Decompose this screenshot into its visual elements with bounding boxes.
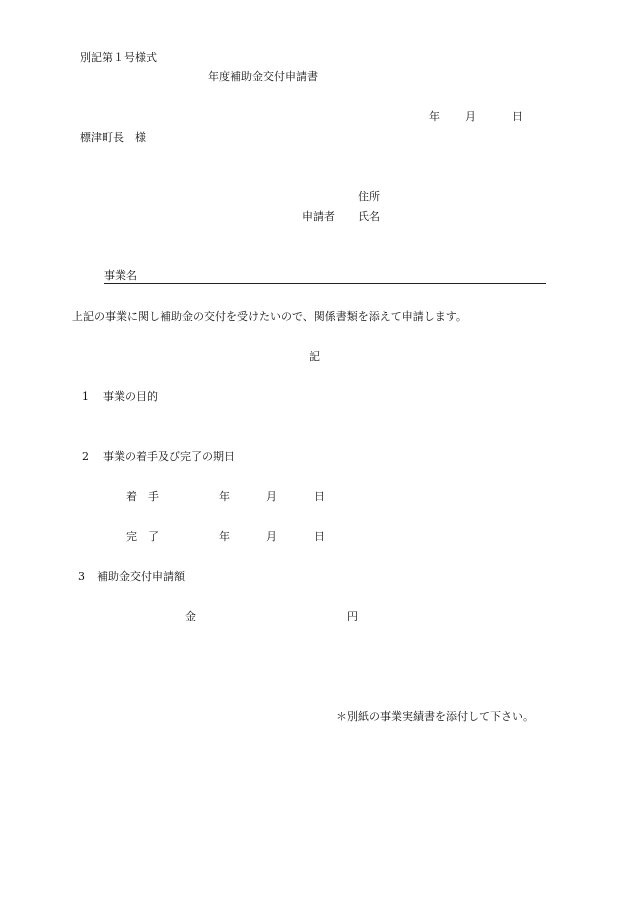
amount-unit: 円 (347, 610, 358, 623)
footnote: ＊別紙の事業実績書を添付して下さい。 (336, 710, 534, 723)
amount-prefix: 金 (185, 610, 196, 623)
item-1-number: 1 (82, 390, 89, 403)
item-1-label: 事業の目的 (103, 390, 158, 403)
form-title: 年度補助金交付申請書 (208, 70, 318, 83)
applicant-name-label: 氏名 (358, 210, 380, 223)
form-number-label: 別記第１号様式 (80, 51, 157, 64)
start-label: 着 手 (126, 490, 159, 503)
start-day-label: 日 (314, 490, 325, 503)
project-name-line (104, 283, 546, 284)
end-label: 完 了 (126, 530, 159, 543)
date-day-label: 日 (512, 110, 523, 123)
item-3-number: 3 (78, 570, 85, 583)
date-year-label: 年 (429, 110, 440, 123)
item-2-label: 事業の着手及び完了の期日 (103, 450, 235, 463)
end-day-label: 日 (314, 530, 325, 543)
end-month-label: 月 (266, 530, 277, 543)
project-name-label: 事業名 (104, 269, 137, 282)
ki-heading: 記 (309, 350, 320, 363)
item-3-label: 補助金交付申請額 (97, 570, 185, 583)
applicant-role-label: 申請者 (302, 210, 335, 223)
end-year-label: 年 (219, 530, 230, 543)
start-year-label: 年 (219, 490, 230, 503)
start-month-label: 月 (266, 490, 277, 503)
application-statement: 上記の事業に関し補助金の交付を受けたいので、関係書類を添えて申請します。 (72, 310, 467, 323)
addressee: 標津町長 様 (80, 131, 146, 144)
date-month-label: 月 (465, 110, 476, 123)
applicant-address-label: 住所 (358, 190, 380, 203)
item-2-number: 2 (82, 450, 89, 463)
